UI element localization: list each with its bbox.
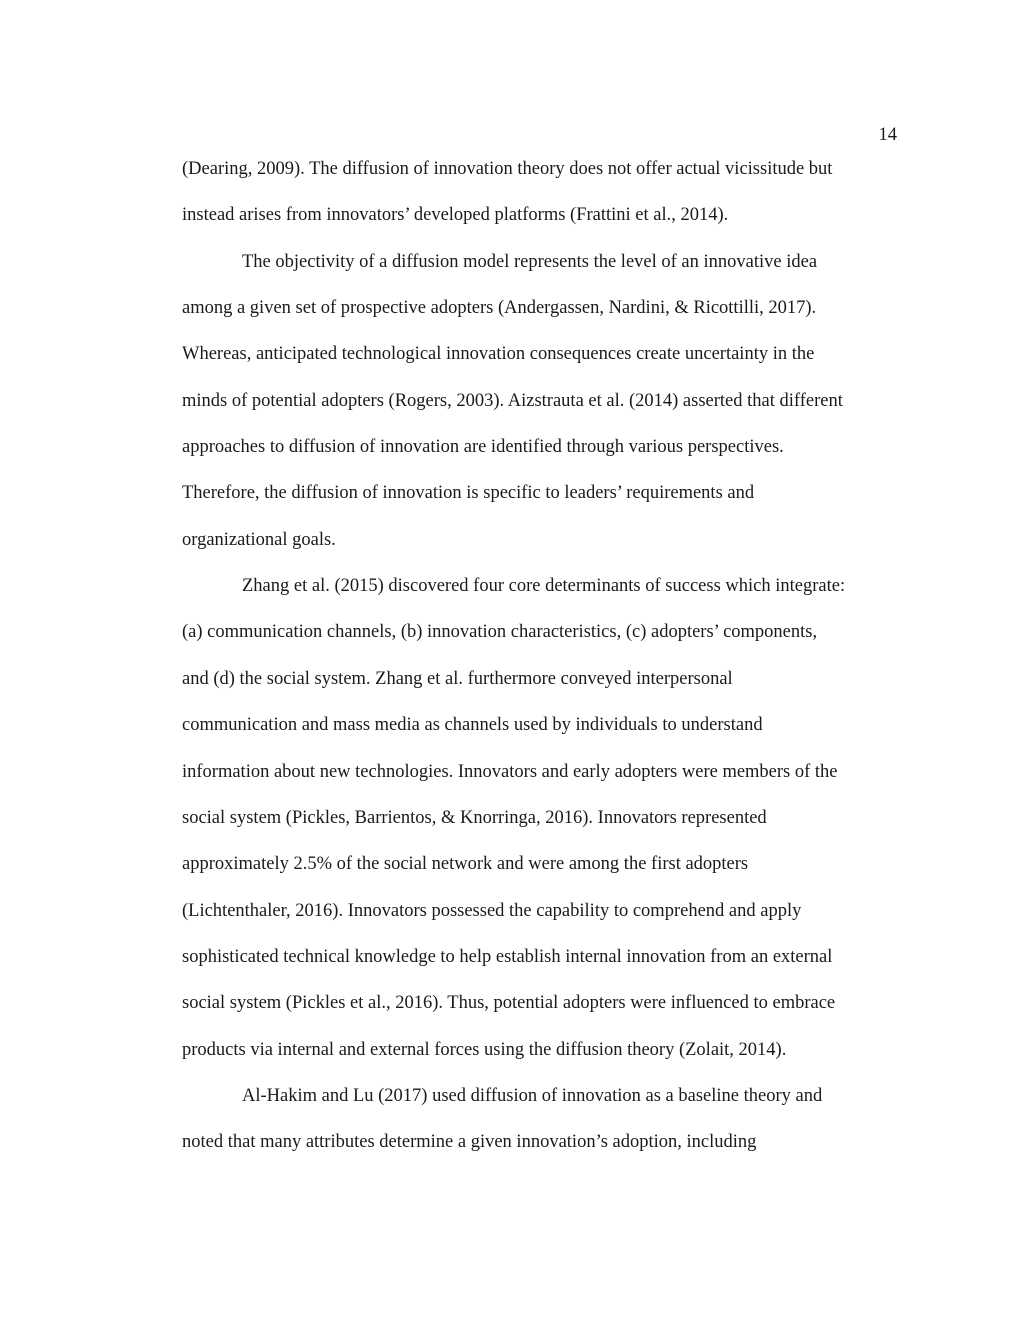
body-line: among a given set of prospective adopters (Andergassen, Nardini, & Ricottilli, 2017). (182, 298, 817, 318)
body-line: social system (Pickles, Barrientos, & Knorringa, 2016). Innovators represented (182, 808, 767, 828)
body-line: (a) communication channels, (b) innovation characteristics, (c) adopters’ components, (182, 622, 818, 642)
paragraph-first-line: Zhang et al. (2015) discovered four core determinants of success which integrate: (242, 576, 846, 596)
body-line: approaches to diffusion of innovation are identified through various perspectives. (182, 437, 784, 457)
paragraph-first-line: Al-Hakim and Lu (2017) used diffusion of innovation as a baseline theory and (242, 1086, 823, 1106)
body-line: (Dearing, 2009). The diffusion of innovation theory does not offer actual vicissitude but (182, 159, 833, 179)
body-line: Whereas, anticipated technological innovation consequences create uncertainty in the (182, 344, 815, 364)
body-line: social system (Pickles et al., 2016). Thus, potential adopters were influenced to embrace (182, 993, 836, 1013)
body-line: minds of potential adopters (Rogers, 2003). Aizstrauta et al. (2014) asserted that different (182, 391, 843, 411)
body-line: Therefore, the diffusion of innovation is specific to leaders’ requirements and (182, 483, 755, 503)
body-line: approximately 2.5% of the social network and were among the first adopters (182, 854, 749, 874)
body-line: products via internal and external forces using the diffusion theory (Zolait, 2014). (182, 1040, 787, 1060)
body-line: communication and mass media as channels used by individuals to understand (182, 715, 763, 735)
body-line: and (d) the social system. Zhang et al. furthermore conveyed interpersonal (182, 669, 733, 689)
body-line: sophisticated technical knowledge to help establish internal innovation from an external (182, 947, 833, 967)
paragraph-first-line: The objectivity of a diffusion model represents the level of an innovative idea (242, 252, 818, 272)
body-line: noted that many attributes determine a given innovation’s adoption, including (182, 1132, 757, 1152)
page-number: 14 (878, 125, 897, 145)
body-line: organizational goals. (182, 530, 336, 550)
body-line: (Lichtenthaler, 2016). Innovators possessed the capability to comprehend and apply (182, 901, 802, 921)
body-line: instead arises from innovators’ developed platforms (Frattini et al., 2014). (182, 205, 729, 225)
body-line: information about new technologies. Innovators and early adopters were members of the (182, 762, 838, 782)
